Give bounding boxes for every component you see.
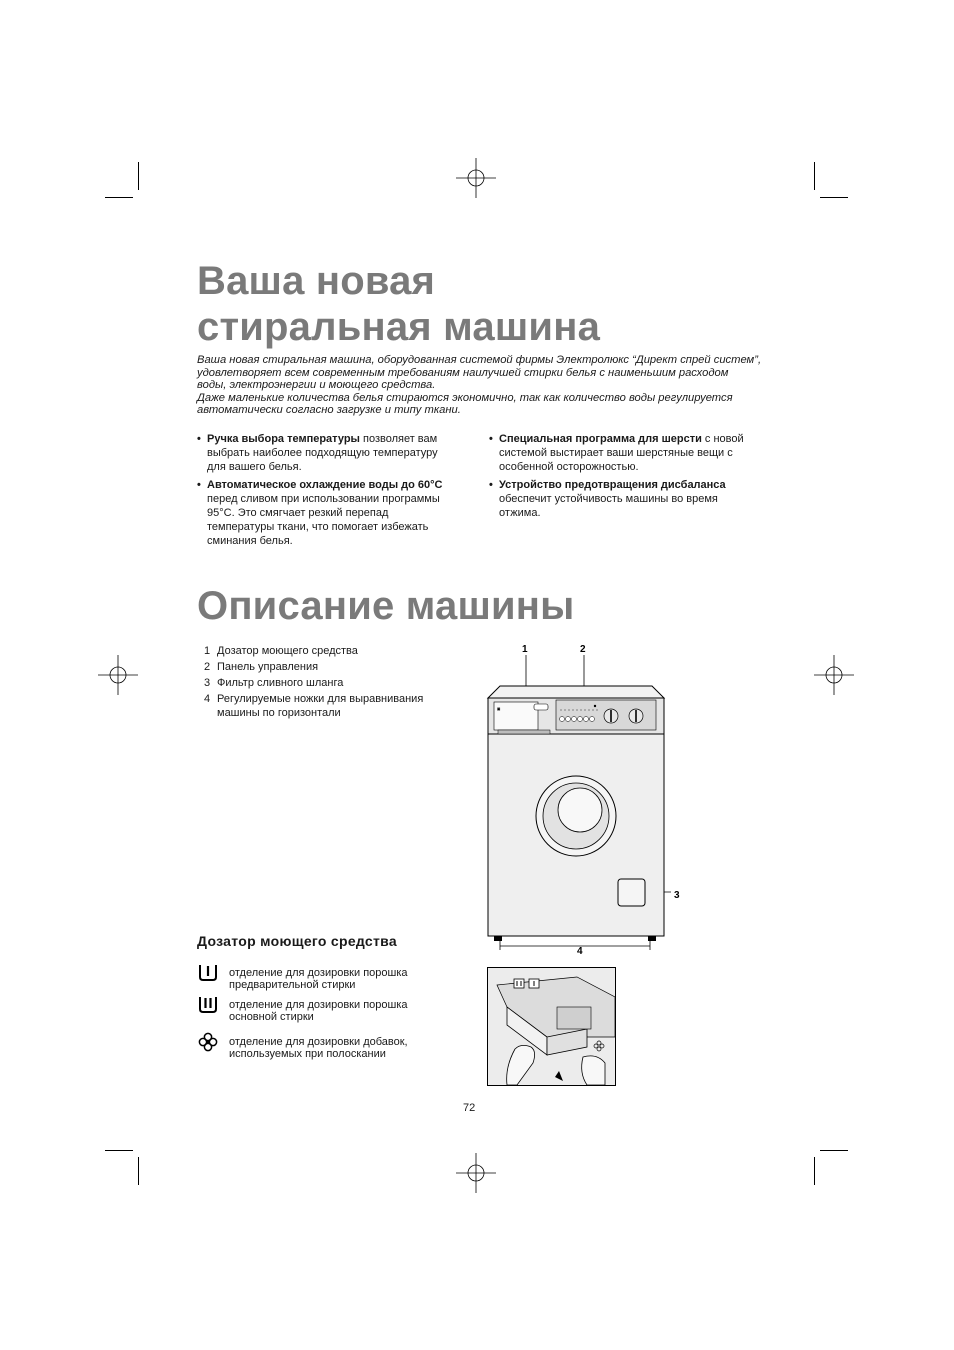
dispenser-item-text: отделение для дозировки порошка предварительной стирки [229, 967, 408, 991]
section-title: Описание машины [197, 584, 575, 628]
registration-mark-icon [814, 655, 854, 695]
part-label: Панель управления [217, 661, 319, 673]
feature-text: перед сливом при использовании программы 95°С. Это смягчает резкий перепад температуры ткани, что помогает избежать сминания белья. [207, 493, 440, 547]
registration-mark-icon [98, 655, 138, 695]
page-number: 72 [463, 1102, 476, 1114]
crop-mark [814, 1157, 815, 1185]
part-number: 2 [204, 661, 211, 673]
intro-line: автоматически согласно загрузке и типу ткани. [197, 404, 461, 417]
crop-mark [820, 1150, 848, 1151]
crop-mark [138, 1157, 139, 1185]
feature-text: позволяет вам выбрать наиболее подходящую температуру для вашего белья. [207, 433, 438, 473]
feature-text: обеспечит устойчивость машины во время отжима. [499, 493, 718, 519]
intro-line: Ваша новая стиральная машина, оборудованная системой фирмы Электролюкс “Директ спрей систем”, [197, 354, 762, 366]
svg-text:▣: ▣ [497, 707, 501, 711]
list-item [204, 691, 454, 721]
registration-mark-icon [456, 1153, 496, 1193]
flower-icon [197, 1032, 219, 1052]
intro-line: Даже маленькие количества белья стираются экономично, так как количество воды регулируется [197, 391, 733, 404]
feature-item [197, 478, 455, 548]
feature-name: Специальная программа для шерсти [499, 433, 702, 445]
dispenser-title: Дозатор моющего средства [197, 933, 397, 949]
part-label: Фильтр сливного шланга [217, 677, 344, 689]
part-number: 3 [204, 677, 211, 689]
intro-line: воды, электроэнергии и моющего средства. [197, 379, 436, 392]
list-item [204, 675, 454, 691]
washing-machine-illustration [480, 636, 690, 961]
dispenser-item-text: отделение для дозировки порошка основной стирки [229, 999, 408, 1023]
crop-mark [820, 197, 848, 198]
feature-name: Автоматическое охлаждение воды до 60°С [207, 479, 443, 491]
feature-item [489, 478, 747, 520]
crop-mark [138, 162, 139, 190]
page-title-line2: стиральная машина [197, 305, 601, 349]
compartment-two-bar-icon [197, 995, 219, 1015]
callout-2: 2 [580, 644, 586, 655]
compartment-one-bar-icon [197, 963, 219, 983]
part-label: Дозатор моющего средства [217, 645, 358, 657]
list-item [204, 659, 454, 675]
part-number: 4 [204, 693, 211, 705]
callout-1: 1 [522, 644, 528, 655]
dispenser-drawer-illustration [487, 967, 616, 1086]
feature-name: Устройство предотвращения дисбаланса [499, 479, 726, 491]
crop-mark [105, 1150, 133, 1151]
feature-item [489, 432, 747, 474]
intro-line: удовлетворяет всем современным требованиям наилучшей стирки белья с наименьшим расходом [197, 366, 729, 379]
registration-mark-icon [456, 158, 496, 198]
feature-name: Ручка выбора температуры [207, 433, 360, 445]
feature-item [197, 432, 455, 474]
parts-list [204, 643, 454, 721]
page-title [197, 258, 600, 350]
part-label: Регулируемые ножки для выравнивания машины по горизонтали [217, 693, 424, 719]
features-right-column [489, 432, 747, 524]
dispenser-item-text: отделение для дозировки добавок, используемых при полоскании [229, 1036, 408, 1060]
callout-3: 3 [674, 890, 680, 901]
part-number: 1 [204, 645, 211, 657]
list-item [204, 643, 454, 659]
intro-paragraph [197, 354, 767, 417]
page-title-line1: Ваша новая [197, 259, 436, 303]
crop-mark [105, 197, 133, 198]
features-left-column [197, 432, 455, 552]
crop-mark [814, 162, 815, 190]
feature-text: с новой системой выстирает ваши шерстяные вещи с особенной осторожностью. [499, 433, 744, 473]
callout-4: 4 [577, 946, 583, 957]
